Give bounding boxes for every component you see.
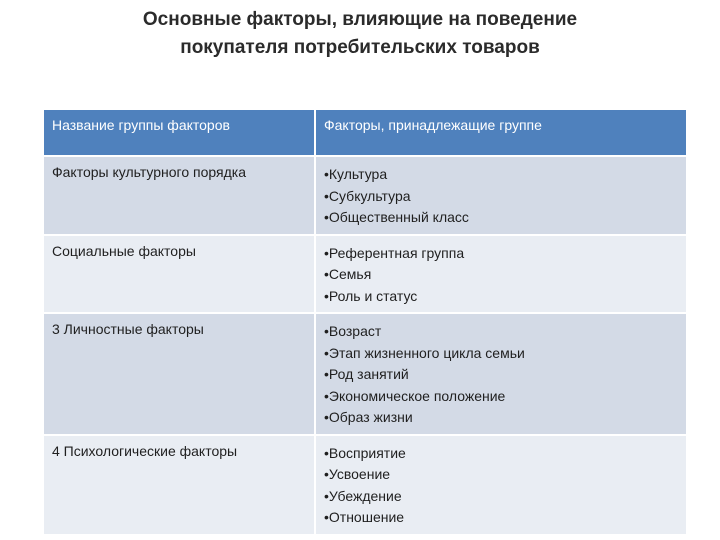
table-row (44, 235, 686, 314)
list-item: •Отношение (324, 509, 405, 525)
list-item: •Роль и статус (324, 287, 418, 304)
list-item: •Референтная группа (324, 244, 465, 261)
group-name: 4 Психологические факторы (52, 442, 238, 459)
group-cell (44, 313, 315, 435)
list-item: •Этап жизненного цикла семьи (324, 344, 525, 361)
group-name: 3 Личностные факторы (52, 321, 204, 337)
title-line-1: Основные факторы, влияющие на поведение (142, 9, 578, 30)
factors-cell (315, 435, 686, 534)
list-item: •Субкультура (324, 187, 411, 204)
table-row (44, 156, 686, 235)
factor-list (324, 243, 678, 308)
factor-list (324, 321, 678, 429)
table-row (44, 313, 686, 435)
list-item: •Экономическое положение (324, 387, 506, 404)
factors-table (44, 110, 686, 534)
list-item: •Культура (324, 166, 388, 182)
factors-cell (315, 235, 686, 314)
group-name: Факторы культурного порядка (52, 164, 246, 180)
table-header-row (44, 110, 686, 156)
factor-list (324, 443, 678, 529)
group-name: Социальные факторы (52, 242, 196, 259)
header-group-name: Название группы факторов (44, 110, 315, 156)
list-item: •Общественный класс (324, 209, 469, 225)
list-item: •Семья (324, 266, 372, 282)
list-item: •Восприятие (324, 444, 406, 461)
slide-title (0, 6, 720, 62)
list-item: •Усвоение (324, 466, 391, 482)
list-item: •Убеждение (324, 487, 402, 504)
group-cell (44, 156, 315, 235)
group-cell (44, 235, 315, 314)
factor-list (324, 164, 678, 229)
list-item: •Возраст (324, 323, 382, 339)
list-item: •Образ жизни (324, 409, 413, 425)
table-row (44, 435, 686, 534)
header-factors: Факторы, принадлежащие группе (315, 110, 686, 156)
title-line-2: покупателя потребительских товаров (180, 37, 540, 58)
group-cell (44, 435, 315, 534)
factors-cell (315, 313, 686, 435)
factors-cell (315, 156, 686, 235)
list-item: •Род занятий (324, 366, 409, 382)
